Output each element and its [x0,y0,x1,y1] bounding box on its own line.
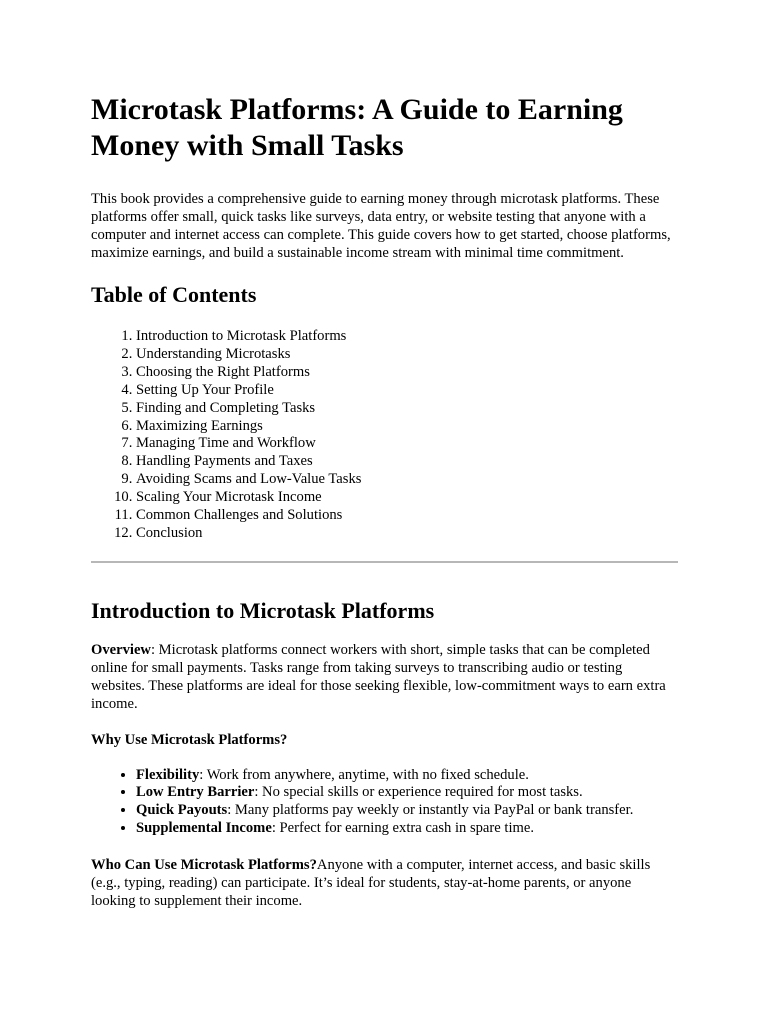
benefit-item [136,802,678,820]
benefit-text: : Work from anywhere, anytime, with no fixed schedule. [199,766,529,783]
toc-item: 12. Conclusion [136,525,678,543]
toc-item: 1. Introduction to Microtask Platforms [136,328,678,346]
benefit-item [136,784,678,802]
intro-paragraph: This book provides a comprehensive guide to earning money through microtask platforms. These platforms offer small, quick tasks like surveys, data entry, or website testing that anyone with a computer and internet access can complete. This guide covers how to get started, choose platforms, maximize earnings, and build a sustainable income stream with minimal time commitment. [91,191,671,261]
overview-label: Overview [91,641,151,658]
who-text: Anyone with a computer, internet access, and basic skills (e.g., typing, reading) can participate. It’s ideal for students, stay-at-home parents, or anyone looking to supplement their income. [91,857,651,910]
toc-item: 4. Setting Up Your Profile [136,382,678,400]
who-label: Who Can Use Microtask Platforms? [91,857,317,874]
section-heading: Introduction to Microtask Platforms [91,597,435,623]
toc-item: 9. Avoiding Scams and Low-Value Tasks [136,471,678,489]
benefit-item [136,767,678,785]
overview-paragraph [91,641,678,713]
overview-text: : Microtask platforms connect workers with short, simple tasks that can be completed online for small payments. Tasks range from taking surveys to transcribing audio or testing websites. These platforms are ideal for those seeking flexible, low-commitment ways to earn extra income. [91,641,666,712]
benefit-text: : Many platforms pay weekly or instantly via PayPal or bank transfer. [227,802,634,819]
section-divider [91,561,678,563]
toc-item: 3. Choosing the Right Platforms [136,364,678,382]
why-heading: Why Use Microtask Platforms? [91,731,288,748]
toc-list [91,328,678,543]
toc-item: 11. Common Challenges and Solutions [136,507,678,525]
toc-item: 8. Handling Payments and Taxes [136,453,678,471]
document-title: Microtask Platforms: A Guide to Earning Money with Small Tasks [91,93,623,162]
benefit-label: Supplemental Income [136,819,272,836]
toc-item: 6. Maximizing Earnings [136,418,678,436]
who-paragraph [91,856,678,910]
benefit-label: Quick Payouts [136,802,228,819]
toc-item: 2. Understanding Microtasks [136,346,678,364]
benefit-text: : Perfect for earning extra cash in spare time. [271,819,534,836]
toc-heading: Table of Contents [91,282,257,307]
toc-item: 5. Finding and Completing Tasks [136,400,678,418]
toc-item: 10. Scaling Your Microtask Income [136,489,678,507]
toc-item: 7. Managing Time and Workflow [136,435,678,453]
benefit-label: Flexibility [136,766,200,783]
benefits-list [91,767,678,837]
benefit-text: : No special skills or experience required for most tasks. [254,784,583,801]
benefit-item [136,820,678,838]
benefit-label: Low Entry Barrier [136,784,255,801]
